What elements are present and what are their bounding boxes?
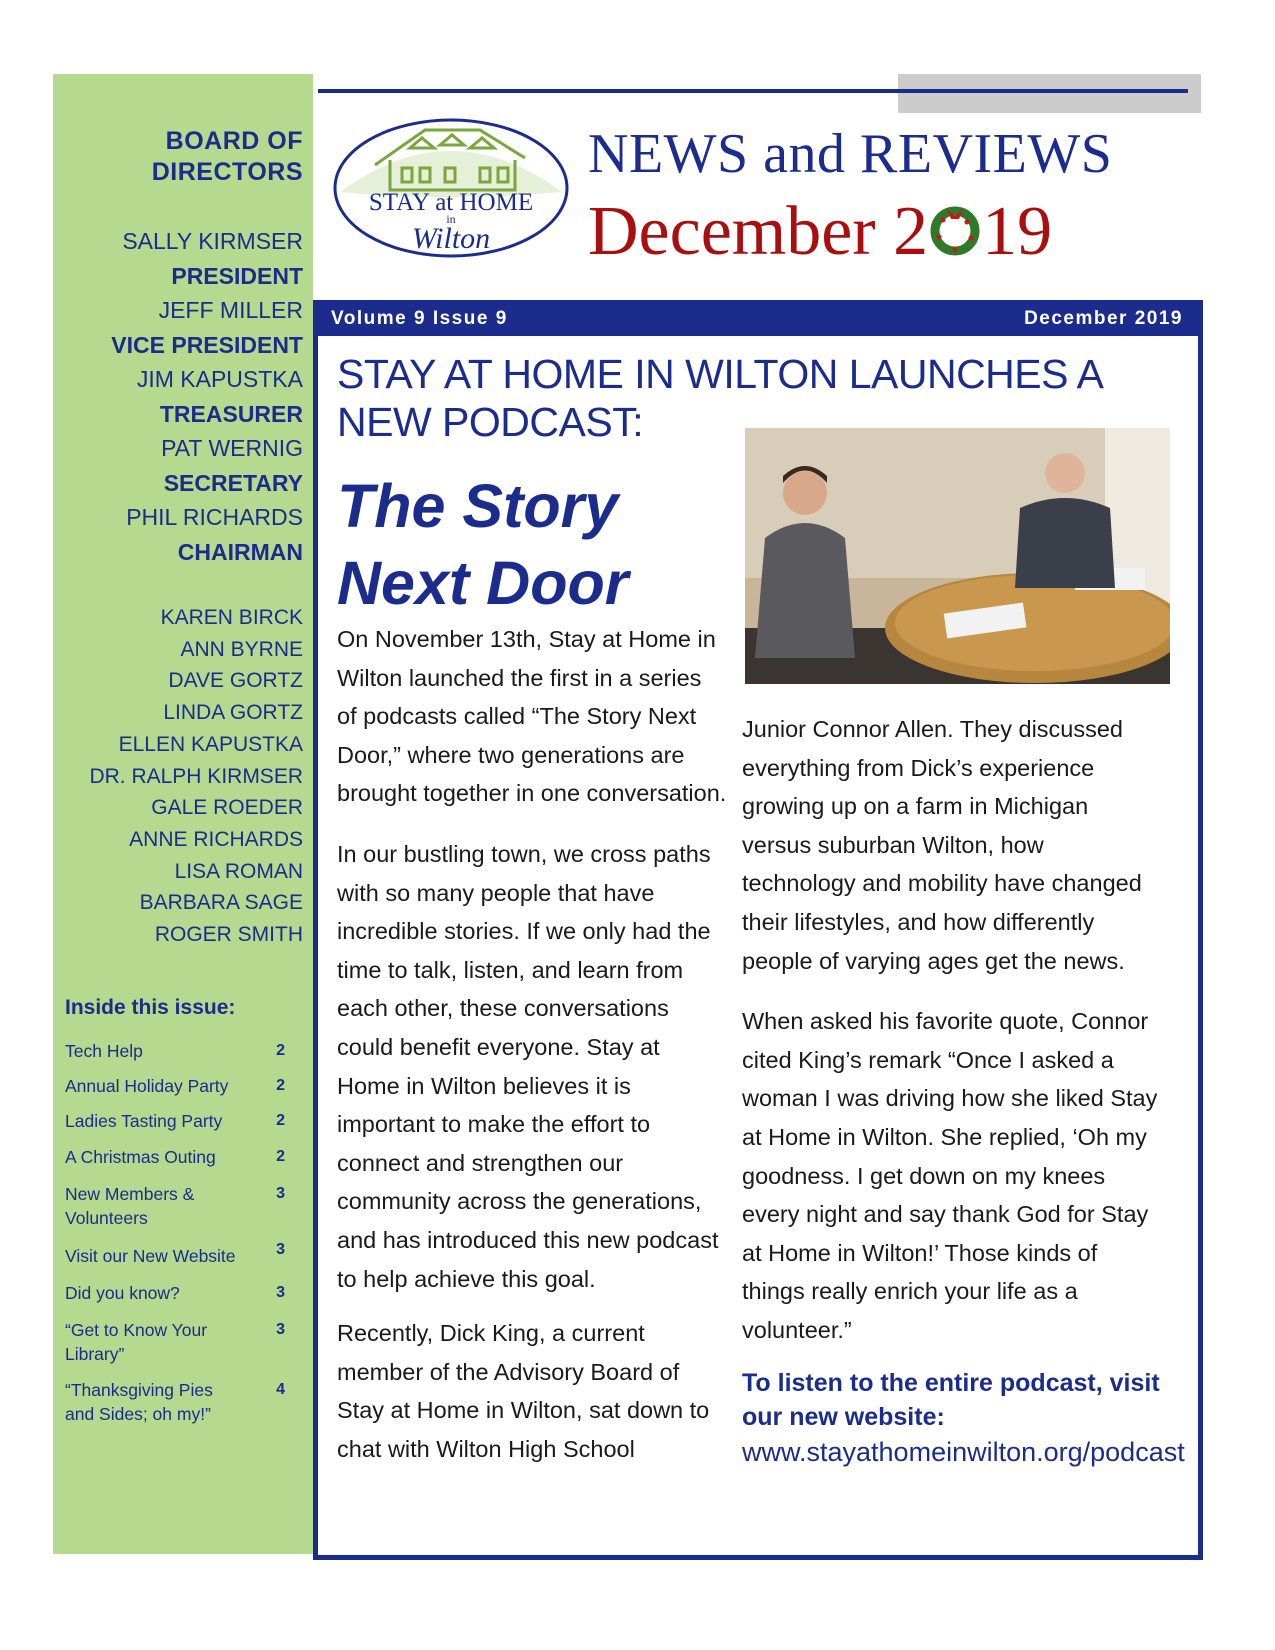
officers-list: [53, 224, 303, 569]
officer-name: PHIL RICHARDS: [126, 504, 303, 530]
toc-page: 2: [276, 1077, 285, 1094]
officer-title: TREASURER: [159, 400, 303, 427]
logo-line3: Wilton: [411, 222, 491, 255]
board-heading: BOARD OF DIRECTORS: [151, 127, 303, 186]
members-list: [53, 602, 303, 951]
article-subheadline: The Story Next Door: [337, 472, 629, 617]
table-of-contents: [65, 1039, 285, 1426]
podcast-photo: [745, 428, 1170, 684]
toc-item[interactable]: [65, 1109, 285, 1133]
toc-item[interactable]: [65, 1182, 285, 1230]
article-column-left: [337, 620, 727, 1484]
toc-item[interactable]: [65, 1281, 285, 1305]
podcast-link[interactable]: www.stayathomeinwilton.org/podcast: [742, 1436, 1185, 1467]
toc-label: Visit our New Website: [65, 1246, 236, 1266]
top-rule-blue: [318, 89, 1188, 93]
toc-item[interactable]: [65, 1378, 285, 1426]
toc-item[interactable]: [65, 1318, 285, 1366]
officer-title: VICE PRESIDENT: [111, 331, 303, 358]
officer-name: JEFF MILLER: [158, 297, 303, 323]
toc-page: 2: [276, 1112, 285, 1129]
toc-label: Did you know?: [65, 1283, 180, 1303]
member-name: KAREN BIRCK: [160, 606, 303, 629]
officer-name: JIM KAPUSTKA: [136, 366, 303, 392]
officer-title: CHAIRMAN: [177, 538, 303, 565]
toc-page: 3: [276, 1321, 285, 1338]
member-name: ANNE RICHARDS: [129, 827, 303, 851]
member-name: BARBARA SAGE: [139, 891, 303, 915]
member-name: ROGER SMITH: [154, 923, 303, 947]
article-paragraph: When asked his favorite quote, Connor cited King’s remark “Once I asked a woman I was driving how she liked Stay at Home in Wilton. She replied, ‘Oh my goodness. I get down on my knees every night and say thank God for Stay at Home in Wilton!’ Those kinds of things really enrich your life as a volunteer.”: [742, 1008, 1158, 1343]
toc-label: Tech Help: [65, 1041, 143, 1061]
member-name: DR. RALPH KIRMSER: [89, 764, 303, 788]
top-rule-grey: [898, 74, 1201, 113]
article-paragraph: Junior Connor Allen. They discussed everything from Dick’s experience growing up on a farm in Michigan versus suburban Wilton, how technology and mobility have changed their lifestyles, and how differently people of varying ages get the news.: [742, 716, 1142, 974]
logo-line2: in: [446, 212, 456, 226]
toc-page: 3: [276, 1241, 285, 1258]
article-headline: STAY AT HOME IN WILTON LAUNCHES A NEW PODCAST:: [337, 351, 1102, 445]
issue-bar: [313, 300, 1203, 336]
officer-name: SALLY KIRMSER: [122, 228, 303, 254]
member-name: DAVE GORTZ: [168, 669, 303, 693]
toc-label: New Members & Volunteers: [65, 1184, 195, 1228]
toc-page: 4: [276, 1381, 285, 1398]
officer-title: SECRETARY: [163, 469, 303, 496]
toc-item[interactable]: [65, 1074, 285, 1098]
member-name: ELLEN KAPUSTKA: [118, 732, 303, 756]
inside-issue-title: Inside this issue:: [65, 996, 236, 1019]
toc-page: 3: [276, 1185, 285, 1202]
issue-date: December 2019: [1024, 308, 1183, 329]
toc-label: Annual Holiday Party: [65, 1076, 229, 1096]
member-name: GALE ROEDER: [151, 796, 303, 820]
organization-logo: [330, 110, 572, 260]
member-name: LINDA GORTZ: [163, 701, 303, 725]
issue-volume: Volume 9 Issue 9: [331, 308, 508, 329]
toc-item[interactable]: [65, 1241, 285, 1268]
newsletter-date: [588, 192, 1052, 272]
toc-page: 2: [276, 1148, 285, 1165]
member-name: LISA ROMAN: [174, 859, 303, 883]
officer-name: PAT WERNIG: [161, 435, 303, 461]
board-sidebar: [53, 74, 313, 1554]
article-column-right: [742, 710, 1185, 1470]
officer-title: PRESIDENT: [171, 262, 303, 289]
toc-page: 3: [276, 1284, 285, 1301]
member-name: ANN BYRNE: [180, 637, 303, 661]
toc-label: A Christmas Outing: [65, 1147, 216, 1167]
toc-label: “Thanksgiving Pies and Sides; oh my!”: [65, 1380, 213, 1424]
logo-line1: STAY at HOME: [368, 189, 534, 216]
toc-label: Ladies Tasting Party: [65, 1111, 223, 1131]
article-paragraph: In our bustling town, we cross paths with so many people that have incredible stories. If we only had the time to talk, listen, and learn from each other, these conversations could benefit everyone. Stay at Home in Wilton believes it is important to make the effort to connect and strengthen our community across the generations, and has introduced this new podcast to help achieve this goal.: [337, 840, 719, 1292]
date-suffix: 19: [982, 193, 1053, 270]
article-paragraph: Recently, Dick King, a current member of the Advisory Board of Stay at Home in Wilton, sat down to chat with Wilton High School: [337, 1320, 710, 1462]
podcast-cta: To listen to the entire podcast, visit our new website:: [742, 1368, 1160, 1431]
toc-label: “Get to Know Your Library”: [65, 1320, 208, 1364]
toc-item[interactable]: [65, 1039, 285, 1063]
article-paragraph: On November 13th, Stay at Home in Wilton launched the first in a series of podcasts called “The Story Next Door,” where two generations are brought together in one conversation.: [337, 626, 727, 807]
toc-item[interactable]: [65, 1145, 285, 1169]
toc-page: 2: [276, 1042, 285, 1059]
newsletter-title: NEWS and REVIEWS: [588, 123, 1113, 185]
date-prefix: December 2: [588, 193, 929, 270]
wreath-icon: [929, 204, 981, 256]
